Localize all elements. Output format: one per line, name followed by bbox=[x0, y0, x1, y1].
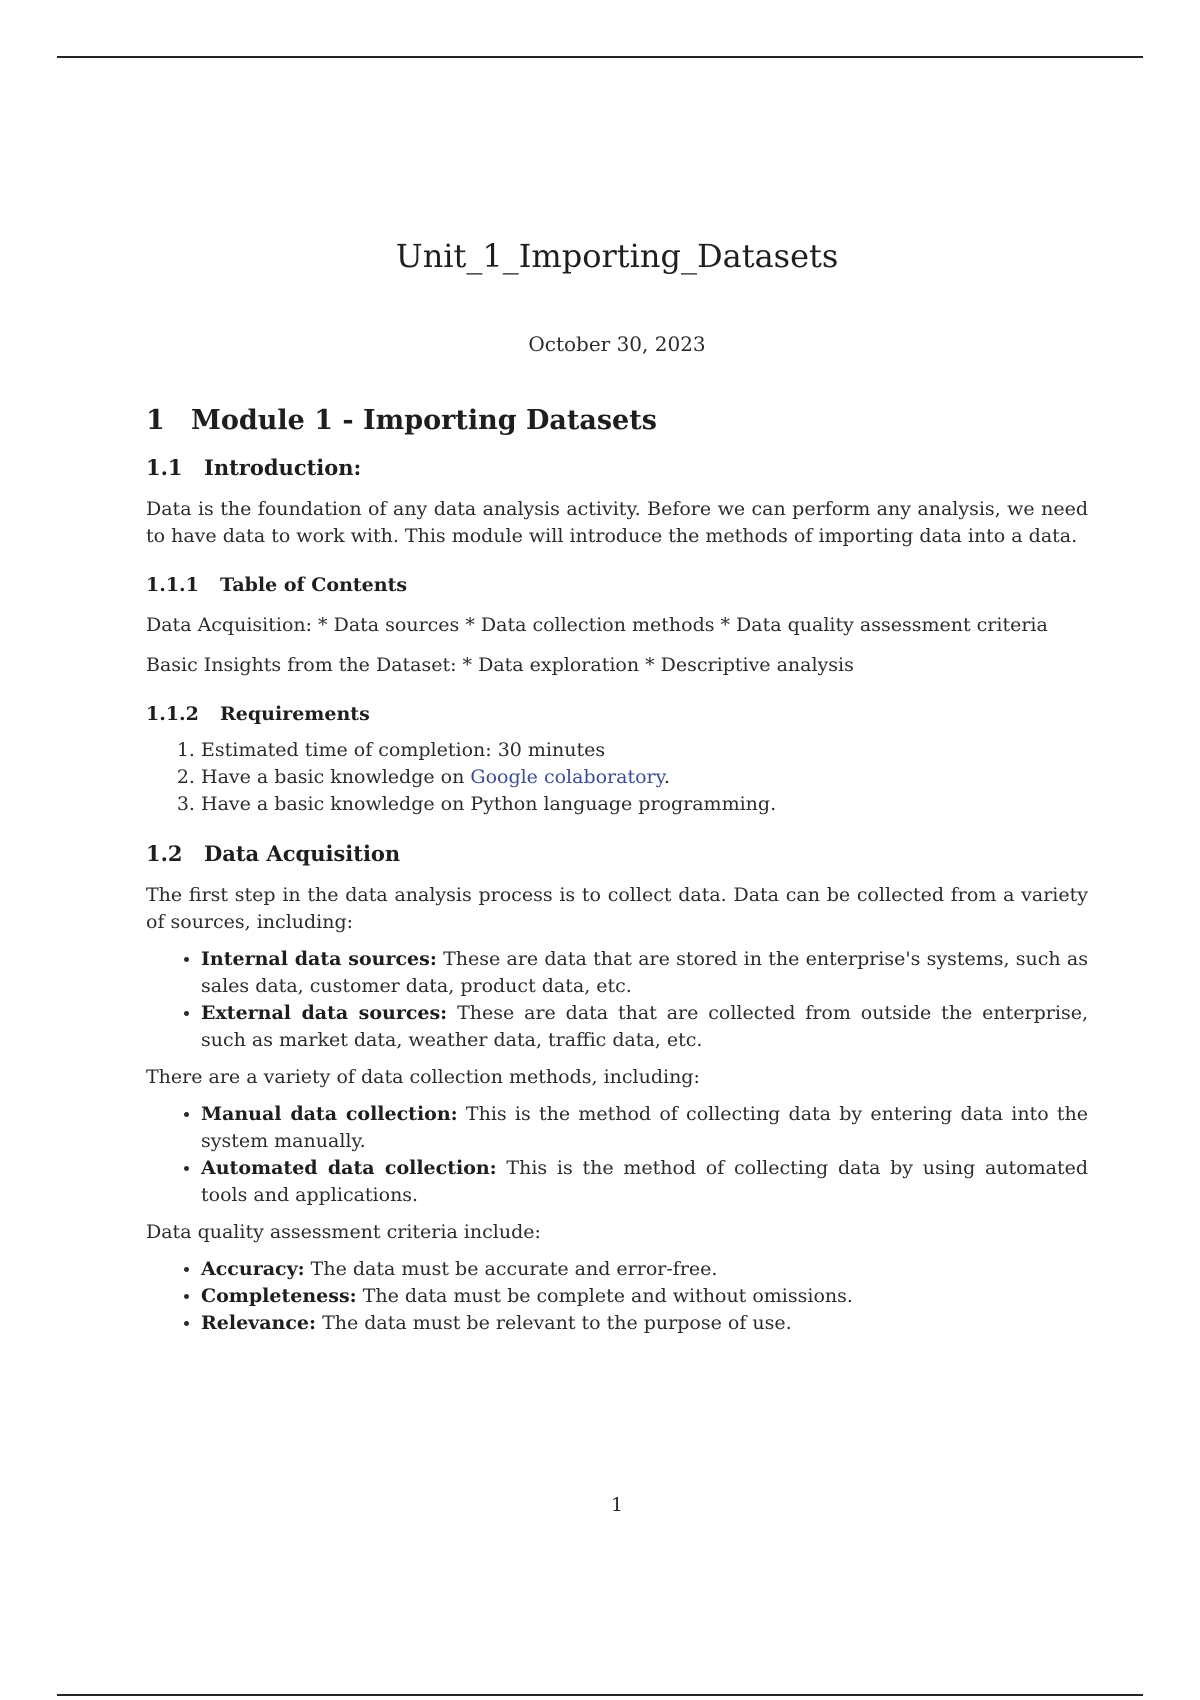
subsubsection-title: Requirements bbox=[220, 703, 370, 725]
data-sources-list bbox=[146, 946, 1088, 1054]
list-item-text: The data must be relevant to the purpose of use. bbox=[316, 1312, 792, 1334]
section-heading bbox=[146, 404, 1088, 438]
list-item bbox=[201, 946, 1088, 1000]
google-colaboratory-link[interactable]: Google colaboratory bbox=[470, 766, 664, 788]
list-item-term: Relevance: bbox=[201, 1312, 317, 1334]
list-item bbox=[201, 1310, 1088, 1337]
subsubsection-heading-toc bbox=[146, 572, 1088, 598]
introduction-paragraph: Data is the foundation of any data analysis activity. Before we can perform any analysis, we need to have data to work with. This module will introduce the methods of importing data into a data. bbox=[146, 498, 1088, 547]
document-title: Unit_1_Importing_Datasets bbox=[395, 237, 839, 275]
subsection-heading-introduction bbox=[146, 454, 1088, 482]
list-item-term: Manual data collection: bbox=[201, 1103, 458, 1125]
list-item-term: Completeness: bbox=[201, 1285, 357, 1307]
subsection-heading-data-acquisition bbox=[146, 840, 1088, 868]
list-item bbox=[201, 1000, 1088, 1054]
document-body bbox=[146, 404, 1088, 1337]
subsubsection-title: Table of Contents bbox=[220, 574, 408, 596]
list-item bbox=[201, 1283, 1088, 1310]
subsection-title: Introduction: bbox=[204, 455, 362, 480]
subsection-number: 1.1 bbox=[146, 455, 183, 480]
list-item bbox=[201, 1101, 1088, 1155]
subsubsection-number: 1.1.2 bbox=[146, 703, 199, 725]
acquisition-intro-paragraph: The first step in the data analysis process is to collect data. Data can be collected from a variety of sources, including: bbox=[146, 884, 1088, 933]
list-item-text: Have a basic knowledge on bbox=[201, 766, 471, 788]
list-item-term: Accuracy: bbox=[201, 1258, 305, 1280]
collection-methods-list bbox=[146, 1101, 1088, 1209]
list-item-term: Internal data sources: bbox=[201, 948, 437, 970]
list-item-text: . bbox=[663, 766, 670, 788]
subsection-number: 1.2 bbox=[146, 841, 183, 866]
toc-line-basic-insights: Basic Insights from the Dataset: * Data exploration * Descriptive analysis bbox=[146, 654, 854, 676]
criteria-intro-paragraph: Data quality assessment criteria include: bbox=[146, 1221, 541, 1243]
list-item-text: This is the method of collecting data by using automated tools and applications. bbox=[201, 1157, 1088, 1206]
list-item-text: These are data that are stored in the enterprise's systems, such as sales data, customer data, product data, etc. bbox=[201, 948, 1088, 997]
methods-intro-paragraph: There are a variety of data collection methods, including: bbox=[146, 1066, 700, 1088]
list-item-text: The data must be accurate and error-free. bbox=[304, 1258, 718, 1280]
section-title: Module 1 - Importing Datasets bbox=[191, 405, 657, 436]
list-item-text: These are data that are collected from outside the enterprise, such as market data, weather data, traffic data, etc. bbox=[201, 1002, 1088, 1051]
list-item-term: Automated data collection: bbox=[201, 1157, 497, 1179]
toc-line-data-acquisition: Data Acquisition: * Data sources * Data collection methods * Data quality assessment criteria bbox=[146, 614, 1048, 636]
document-date: October 30, 2023 bbox=[528, 332, 706, 356]
subsection-title: Data Acquisition bbox=[204, 841, 401, 866]
list-item-term: External data sources: bbox=[201, 1002, 448, 1024]
list-item-text: This is the method of collecting data by entering data into the system manually. bbox=[201, 1103, 1088, 1152]
list-item bbox=[201, 1256, 1088, 1283]
requirements-list bbox=[146, 737, 1088, 818]
quality-criteria-list bbox=[146, 1256, 1088, 1337]
subsubsection-heading-requirements bbox=[146, 701, 1088, 727]
section-number: 1 bbox=[146, 405, 165, 436]
page-top-rule bbox=[57, 56, 1143, 58]
page-bottom-rule bbox=[57, 1694, 1143, 1696]
list-item bbox=[201, 1155, 1088, 1209]
list-item-text: The data must be complete and without omissions. bbox=[356, 1285, 853, 1307]
list-item: 3. Have a basic knowledge on Python language programming. bbox=[201, 791, 1088, 818]
list-item: 1. Estimated time of completion: 30 minutes bbox=[201, 737, 1088, 764]
list-item bbox=[201, 764, 1088, 791]
page-number: 1 bbox=[610, 1494, 624, 1516]
subsubsection-number: 1.1.1 bbox=[146, 574, 199, 596]
